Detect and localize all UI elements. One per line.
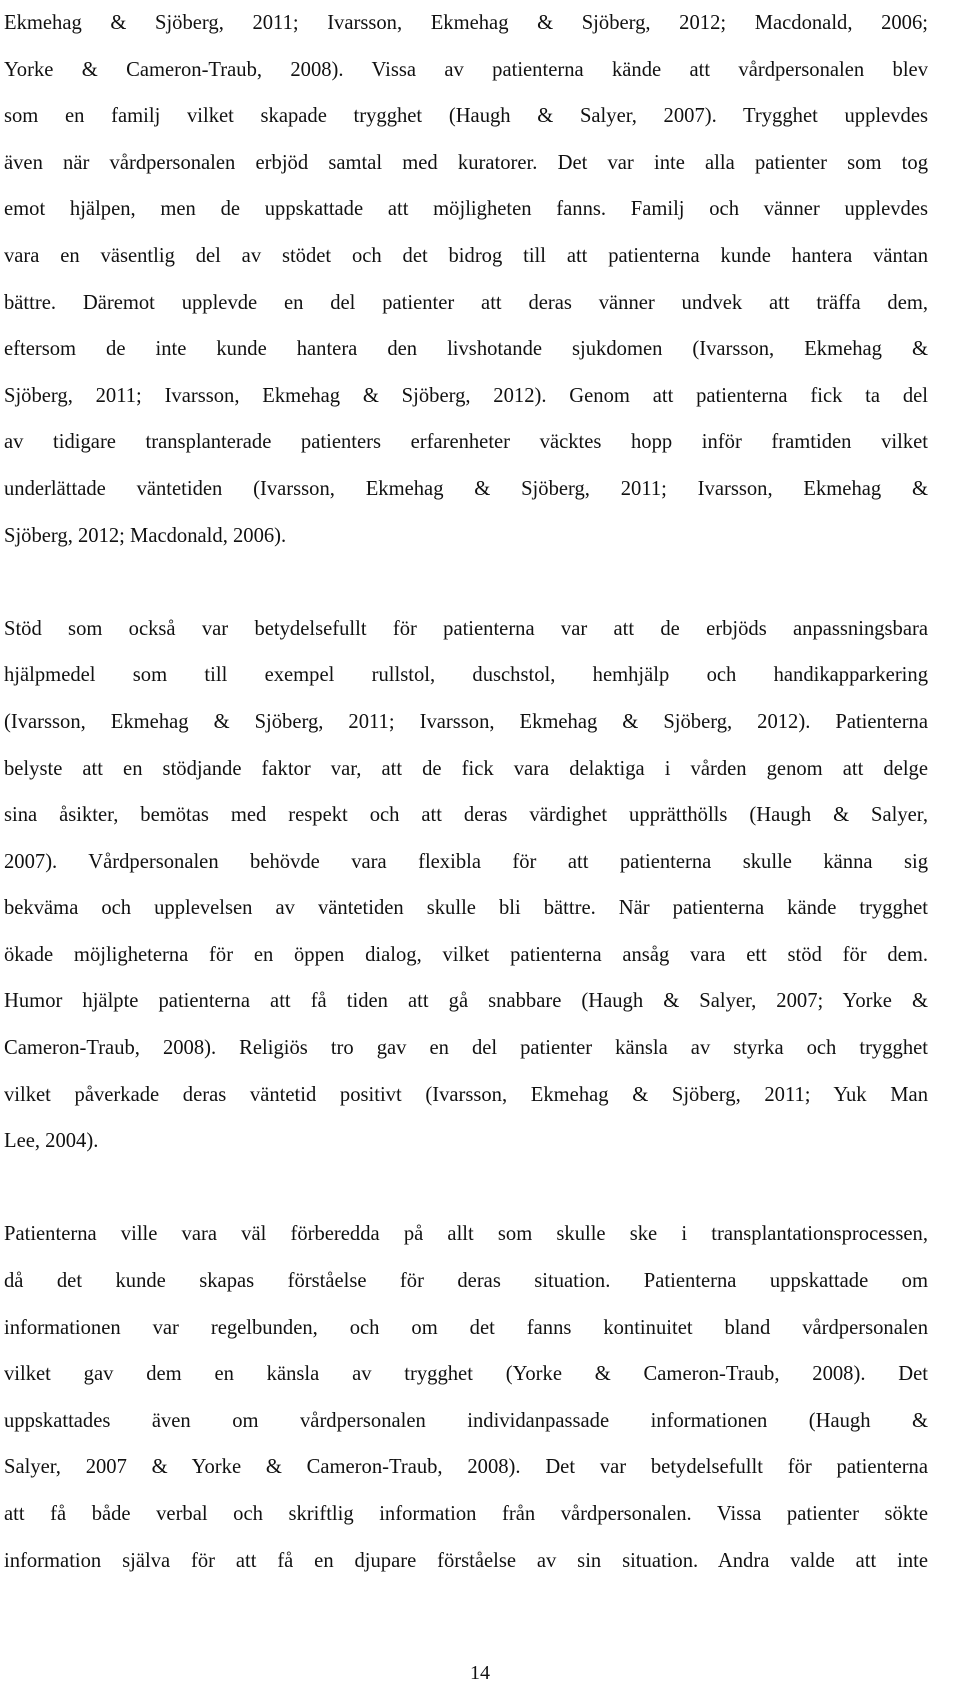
paragraph-3 bbox=[4, 1211, 928, 1584]
paragraph-gap bbox=[4, 559, 928, 606]
text-line: (Ivarsson, Ekmehag & Sjöberg, 2011; Ivarsson, Ekmehag & Sjöberg, 2012). Patienterna bbox=[4, 710, 928, 733]
text-line: vilket påverkade deras väntetid positivt (Ivarsson, Ekmehag & Sjöberg, 2011; Yuk Man bbox=[4, 1083, 928, 1106]
text-line: Lee, 2004). bbox=[4, 1130, 99, 1153]
paragraph-1 bbox=[4, 0, 928, 559]
text-line: uppskattades även om vårdpersonalen individanpassade informationen (Haugh & bbox=[4, 1409, 928, 1432]
text-line: Patienterna ville vara väl förberedda på allt som skulle ske i transplantationsprocessen, bbox=[4, 1223, 928, 1246]
text-line: även när vårdpersonalen erbjöd samtal med kuratorer. Det var inte alla patienter som tog bbox=[4, 151, 928, 174]
text-line: Stöd som också var betydelsefullt för patienterna var att de erbjöds anpassningsbara bbox=[4, 617, 928, 640]
text-line: vilket gav dem en känsla av trygghet (Yorke & Cameron-Traub, 2008). Det bbox=[4, 1363, 928, 1386]
text-line: eftersom de inte kunde hantera den livshotande sjukdomen (Ivarsson, Ekmehag & bbox=[4, 338, 928, 361]
text-line: underlättade väntetiden (Ivarsson, Ekmehag & Sjöberg, 2011; Ivarsson, Ekmehag & bbox=[4, 477, 928, 500]
text-line: belyste att en stödjande faktor var, att de fick vara delaktiga i vården genom att delge bbox=[4, 757, 928, 780]
text-line: informationen var regelbunden, och om det fanns kontinuitet bland vårdpersonalen bbox=[4, 1316, 928, 1339]
page-number: 14 bbox=[470, 1662, 490, 1684]
text-line: av tidigare transplanterade patienters erfarenheter väcktes hopp inför framtiden vilket bbox=[4, 431, 928, 454]
text-line: Salyer, 2007 & Yorke & Cameron-Traub, 2008). Det var betydelsefullt för patienterna bbox=[4, 1456, 928, 1479]
text-line: sina åsikter, bemötas med respekt och att deras värdighet upprätthölls (Haugh & Salyer, bbox=[4, 804, 928, 827]
text-line: hjälpmedel som till exempel rullstol, duschstol, hemhjälp och handikapparkering bbox=[4, 664, 928, 687]
text-line: Humor hjälpte patienterna att få tiden att gå snabbare (Haugh & Salyer, 2007; Yorke & bbox=[4, 990, 928, 1013]
text-line: emot hjälpen, men de uppskattade att möjligheten fanns. Familj och vänner upplevdes bbox=[4, 198, 928, 221]
text-line: Yorke & Cameron-Traub, 2008). Vissa av patienterna kände att vårdpersonalen blev bbox=[4, 58, 928, 81]
text-line: bekväma och upplevelsen av väntetiden skulle bli bättre. När patienterna kände trygghet bbox=[4, 897, 928, 920]
text-line: Sjöberg, 2012; Macdonald, 2006). bbox=[4, 524, 287, 547]
text-line: som en familj vilket skapade trygghet (Haugh & Salyer, 2007). Trygghet upplevdes bbox=[4, 105, 928, 128]
body-text bbox=[4, 0, 928, 1584]
text-line: Ekmehag & Sjöberg, 2011; Ivarsson, Ekmehag & Sjöberg, 2012; Macdonald, 2006; bbox=[4, 12, 928, 34]
text-line: ökade möjligheterna för en öppen dialog, vilket patienterna ansåg vara ett stöd för dem. bbox=[4, 943, 928, 966]
text-line: att få både verbal och skriftlig information från vårdpersonalen. Vissa patienter sökte bbox=[4, 1503, 928, 1525]
text-line: Sjöberg, 2011; Ivarsson, Ekmehag & Sjöberg, 2012). Genom att patienterna fick ta del bbox=[4, 384, 928, 407]
text-line: vara en väsentlig del av stödet och det bidrog till att patienterna kunde hantera väntan bbox=[4, 244, 928, 267]
text-line: Cameron-Traub, 2008). Religiös tro gav en del patienter känsla av styrka och trygghet bbox=[4, 1037, 928, 1060]
text-line: 2007). Vårdpersonalen behövde vara flexibla för att patienterna skulle känna sig bbox=[4, 850, 928, 873]
paragraph-gap bbox=[4, 1165, 928, 1212]
paragraph-2 bbox=[4, 606, 928, 1165]
text-line: då det kunde skapas förståelse för deras situation. Patienterna uppskattade om bbox=[4, 1270, 928, 1293]
text-line: information själva för att få en djupare förståelse av sin situation. Andra valde att inte bbox=[4, 1549, 928, 1572]
text-line: bättre. Däremot upplevde en del patienter att deras vänner undvek att träffa dem, bbox=[4, 291, 928, 314]
